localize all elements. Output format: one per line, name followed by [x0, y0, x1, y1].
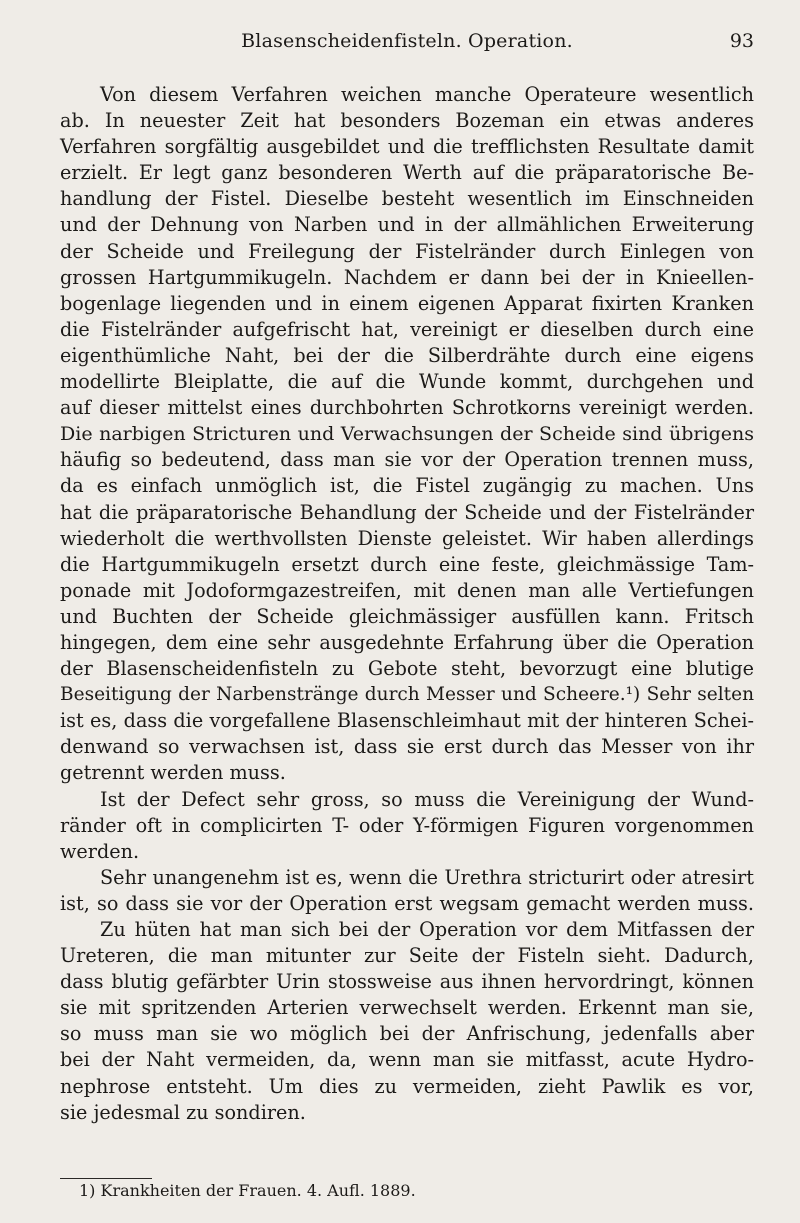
text-line: ist es, dass die vorgefallene Blasenschleimhaut mit der hinteren Schei-	[60, 709, 754, 733]
text-line: Die narbigen Stricturen und Verwachsungen der Scheide sind übrigens	[60, 423, 754, 446]
text-line: sie jedesmal zu sondiren.	[60, 1100, 306, 1124]
text-line: wiederholt die werthvollsten Dienste geleistet. Wir haben allerdings	[60, 526, 754, 550]
text-line: eigenthümliche Naht, bei der die Silberdrähte durch eine eigens	[60, 343, 754, 367]
text-line: ist, so dass sie vor der Operation erst wegsam gemacht werden muss.	[60, 891, 754, 915]
text-line: da es einfach unmöglich ist, die Fistel zugängig zu machen. Uns	[60, 474, 754, 498]
text-line: hat die präparatorische Behandlung der Scheide und der Fistelränder	[60, 500, 754, 524]
text-line: nephrose entsteht. Um dies zu vermeiden, zieht Pawlik es vor,	[60, 1074, 754, 1098]
text-line: Zu hüten hat man sich bei der Operation vor dem Mitfassen der	[100, 918, 754, 941]
text-line: Beseitigung der Narbenstränge durch Messer und Scheere.¹) Sehr selten	[60, 684, 754, 706]
text-line: die Fistelränder aufgefrischt hat, vereinigt er dieselben durch eine	[60, 317, 754, 341]
text-line: handlung der Fistel. Dieselbe besteht wesentlich im Einschneiden	[60, 187, 754, 211]
text-line: werden.	[60, 839, 140, 863]
text-line: ab. In neuester Zeit hat besonders Bozeman ein etwas anderes	[60, 109, 754, 133]
text-line: Ist der Defect sehr gross, so muss die Vereinigung der Wund-	[100, 787, 754, 811]
text-line: der Blasenscheidenfisteln zu Gebote steht, bevorzugt eine blutige	[60, 657, 754, 681]
text-line: bei der Naht vermeiden, da, wenn man sie mitfasst, acute Hydro-	[60, 1048, 754, 1072]
text-line: Sehr unangenehm ist es, wenn die Urethra stricturirt oder atresirt	[100, 865, 754, 889]
text-line: erzielt. Er legt ganz besonderen Werth auf die präparatorische Be-	[60, 161, 754, 185]
text-line: sie mit spritzenden Arterien verwechselt werden. Erkennt man sie,	[60, 996, 754, 1020]
footnote: 1) Krankheiten der Frauen. 4. Aufl. 1889.	[79, 1181, 416, 1200]
body-text	[60, 82, 754, 1126]
text-line: modellirte Bleiplatte, die auf die Wunde kommt, durchgehen und	[60, 370, 754, 394]
text-line: der Scheide und Freilegung der Fistelränder durch Einlegen von	[60, 239, 754, 263]
text-line: Verfahren sorgfältig ausgebildet und die trefflichsten Resultate damit	[60, 135, 754, 159]
running-title: Blasenscheidenfisteln. Operation.	[241, 30, 573, 52]
text-line: bogenlage liegenden und in einem eigenen Apparat fixirten Kranken	[60, 291, 754, 315]
text-line: dass blutig gefärbter Urin stossweise aus ihnen hervordringt, können	[60, 970, 754, 994]
text-line: die Hartgummikugeln ersetzt durch eine feste, gleichmässige Tam-	[60, 552, 754, 576]
text-line: getrennt werden muss.	[60, 761, 286, 785]
text-line: ponade mit Jodoformgazestreifen, mit denen man alle Vertiefungen	[60, 578, 754, 602]
running-head	[60, 30, 754, 56]
text-line: häufig so bedeutend, dass man sie vor der Operation trennen muss,	[60, 448, 754, 472]
footnote-rule	[60, 1178, 152, 1179]
page-number: 93	[729, 30, 754, 52]
text-line: grossen Hartgummikugeln. Nachdem er dann bei der in Knieellen-	[60, 265, 754, 289]
text-line: und Buchten der Scheide gleichmässiger ausfüllen kann. Fritsch	[60, 604, 754, 628]
text-line: hingegen, dem eine sehr ausgedehnte Erfahrung über die Operation	[60, 630, 754, 654]
text-line: auf dieser mittelst eines durchbohrten Schrotkorns vereinigt werden.	[60, 396, 754, 420]
text-line: ränder oft in complicirten T- oder Y-förmigen Figuren vorgenommen	[60, 813, 754, 837]
text-line: und der Dehnung von Narben und in der allmählichen Erweiterung	[60, 213, 754, 237]
text-line: Von diesem Verfahren weichen manche Operateure wesentlich	[100, 83, 754, 106]
text-line: Ureteren, die man mitunter zur Seite der Fisteln sieht. Dadurch,	[60, 944, 754, 968]
text-line: denwand so verwachsen ist, dass sie erst durch das Messer von ihr	[60, 735, 754, 759]
text-line: so muss man sie wo möglich bei der Anfrischung, jedenfalls aber	[60, 1022, 754, 1046]
